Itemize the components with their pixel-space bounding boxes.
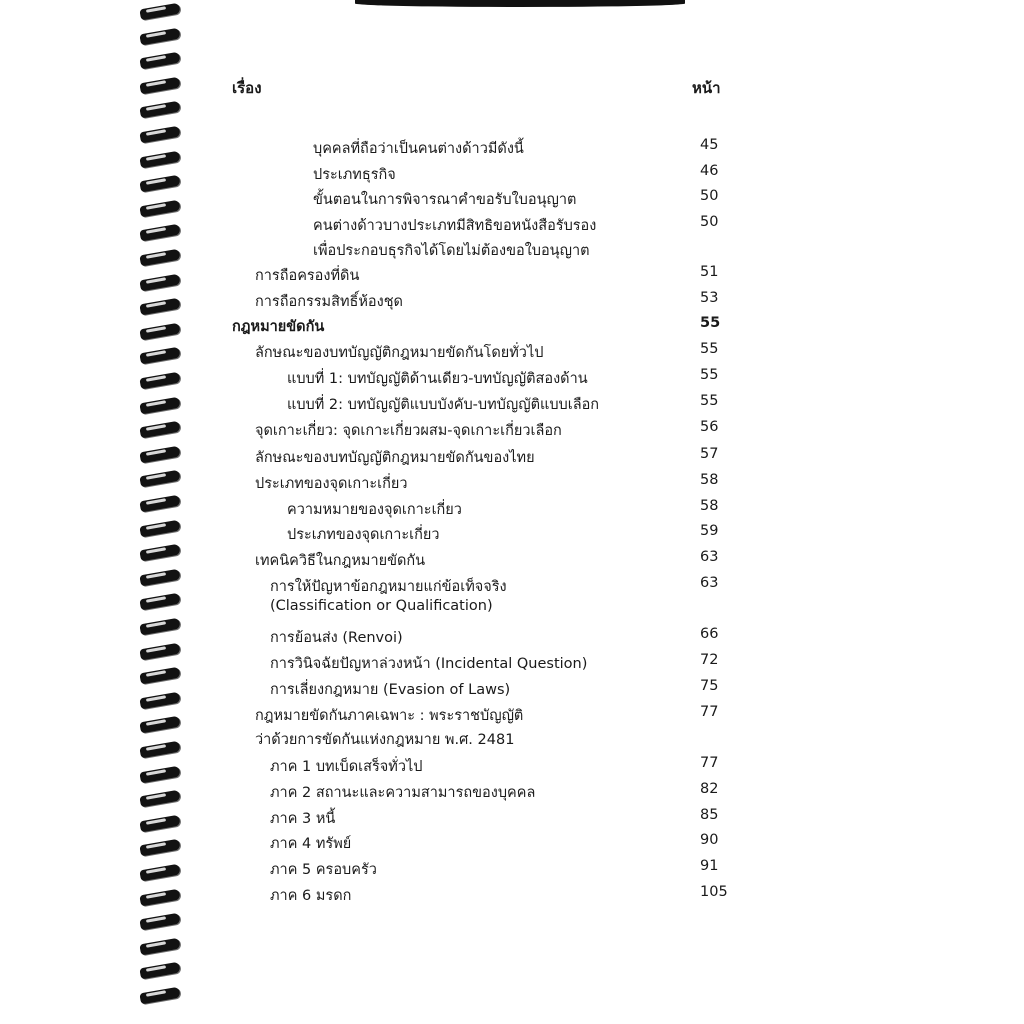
toc-row [0, 472, 1024, 494]
binding-coil [140, 939, 186, 953]
toc-page-number: 50 [700, 188, 719, 204]
binding-coil [140, 29, 186, 43]
toc-entry-text: ประเภทของจุดเกาะเกี่ยว [255, 476, 408, 492]
toc-entry-text: กฎหมายขัดกันภาคเฉพาะ : พระราชบัญญัติ [255, 708, 524, 724]
binding-coil [140, 963, 186, 977]
binding-coil [140, 102, 186, 116]
toc-entry-text: ลักษณะของบทบัญญัติกฎหมายขัดกันโดยทั่วไป [255, 345, 544, 361]
toc-row [0, 137, 1024, 159]
page-column-header: หน้า [692, 79, 721, 97]
toc-page-number: 105 [700, 884, 728, 900]
toc-page-number: 55 [700, 367, 719, 383]
toc-page-number: 82 [700, 781, 719, 797]
toc-page-number: 50 [700, 214, 719, 230]
toc-row [0, 446, 1024, 468]
toc-row [0, 163, 1024, 185]
toc-entry-text: ว่าด้วยการขัดกันแห่งกฎหมาย พ.ศ. 2481 [255, 732, 515, 748]
toc-row [0, 755, 1024, 777]
toc-page-number: 75 [700, 678, 719, 694]
binding-coil [140, 53, 186, 67]
toc-entry-text: การให้ปัญหาข้อกฎหมายแก่ข้อเท็จจริง [270, 579, 507, 595]
toc-entry-text: ประเภทของจุดเกาะเกี่ยว [287, 527, 440, 543]
toc-entry-text: บุคคลที่ถือว่าเป็นคนต่างด้าวมีดังนี้ [313, 141, 524, 157]
toc-page-number: 63 [700, 575, 719, 591]
toc-page-number: 59 [700, 523, 719, 539]
toc-entry-text: ภาค 1 บทเบ็ดเสร็จทั่วไป [270, 759, 423, 775]
topic-column-header: เรื่อง [232, 79, 262, 97]
toc-page-number: 45 [700, 137, 719, 153]
toc-row [0, 239, 1024, 261]
binding-coil [140, 4, 186, 18]
toc-page-number: 56 [700, 419, 719, 435]
toc-entry-text: การถือครองที่ดิน [255, 268, 360, 284]
toc-page-number: 58 [700, 498, 719, 514]
toc-entry-text: ภาค 3 หนี้ [270, 811, 336, 827]
toc-row [0, 290, 1024, 312]
toc-row [0, 549, 1024, 571]
toc-row [0, 807, 1024, 829]
toc-page-number: 57 [700, 446, 719, 462]
toc-row [0, 598, 1024, 620]
toc-page-number: 85 [700, 807, 719, 823]
toc-page-number: 58 [700, 472, 719, 488]
toc-entry-text: การเลี่ยงกฎหมาย (Evasion of Laws) [270, 682, 511, 698]
toc-row [0, 393, 1024, 415]
toc-row [0, 626, 1024, 648]
toc-entry-text: (Classification or Qualification) [270, 598, 493, 614]
toc-row [0, 781, 1024, 803]
toc-row [0, 832, 1024, 854]
toc-row [0, 523, 1024, 545]
toc-entry-text: จุดเกาะเกี่ยว: จุดเกาะเกี่ยวผสม-จุดเกาะเกี่ยวเลือก [255, 423, 562, 439]
toc-row [0, 652, 1024, 674]
toc-page-number: 63 [700, 549, 719, 565]
toc-row [0, 188, 1024, 210]
toc-row [0, 858, 1024, 880]
toc-row [0, 367, 1024, 389]
toc-row [0, 264, 1024, 286]
toc-entry-text: เพื่อประกอบธุรกิจได้โดยไม่ต้องขอใบอนุญาต [313, 243, 590, 259]
toc-row [0, 678, 1024, 700]
toc-page-number: 77 [700, 704, 719, 720]
toc-page-number: 55 [700, 341, 719, 357]
toc-row [0, 341, 1024, 363]
toc-entry-text: ความหมายของจุดเกาะเกี่ยว [287, 502, 462, 518]
toc-page-number: 55 [700, 315, 721, 331]
toc-row [0, 498, 1024, 520]
toc-page-number: 77 [700, 755, 719, 771]
toc-entry-text: การถือกรรมสิทธิ์ห้องชุด [255, 294, 403, 310]
toc-page-number: 90 [700, 832, 719, 848]
toc-page-number: 66 [700, 626, 719, 642]
toc-row [0, 728, 1024, 750]
toc-entry-text: ขั้นตอนในการพิจารณาคำขอรับใบอนุญาต [313, 192, 577, 208]
toc-row [0, 884, 1024, 906]
toc-page-number: 46 [700, 163, 719, 179]
toc-entry-text: แบบที่ 1: บทบัญญัติด้านเดียว-บทบัญญัติสองด้าน [287, 371, 588, 387]
toc-entry-text: เทคนิควิธีในกฎหมายขัดกัน [255, 553, 426, 569]
toc-entry-text: การวินิจฉัยปัญหาล่วงหน้า (Incidental Question) [270, 656, 588, 672]
toc-entry-text: ภาค 5 ครอบครัว [270, 862, 377, 878]
toc-entry-text: ภาค 6 มรดก [270, 888, 352, 904]
page-edge-shadow [355, 0, 685, 7]
toc-entry-text: แบบที่ 2: บทบัญญัติแบบบังคับ-บทบัญญัติแบบเลือก [287, 397, 600, 413]
toc-section-title: กฎหมายขัดกัน [232, 319, 325, 335]
toc-page-number: 53 [700, 290, 719, 306]
toc-row [0, 704, 1024, 726]
toc-page-number: 51 [700, 264, 719, 280]
toc-row [0, 419, 1024, 441]
toc-row [0, 214, 1024, 236]
toc-page-number: 55 [700, 393, 719, 409]
toc-entry-text: ภาค 2 สถานะและความสามารถของบุคคล [270, 785, 536, 801]
toc-row [0, 315, 1024, 337]
toc-page-number: 91 [700, 858, 719, 874]
toc-row [0, 575, 1024, 597]
toc-entry-text: ภาค 4 ทรัพย์ [270, 836, 352, 852]
toc-entry-text: ลักษณะของบทบัญญัติกฎหมายขัดกันของไทย [255, 450, 535, 466]
binding-coil [140, 988, 186, 1002]
toc-entry-text: การย้อนส่ง (Renvoi) [270, 630, 403, 646]
binding-coil [140, 78, 186, 92]
toc-entry-text: ประเภทธุรกิจ [313, 167, 396, 183]
toc-page-number: 72 [700, 652, 719, 668]
binding-coil [140, 914, 186, 928]
toc-entry-text: คนต่างด้าวบางประเภทมีสิทธิขอหนังสือรับรอง [313, 218, 597, 234]
